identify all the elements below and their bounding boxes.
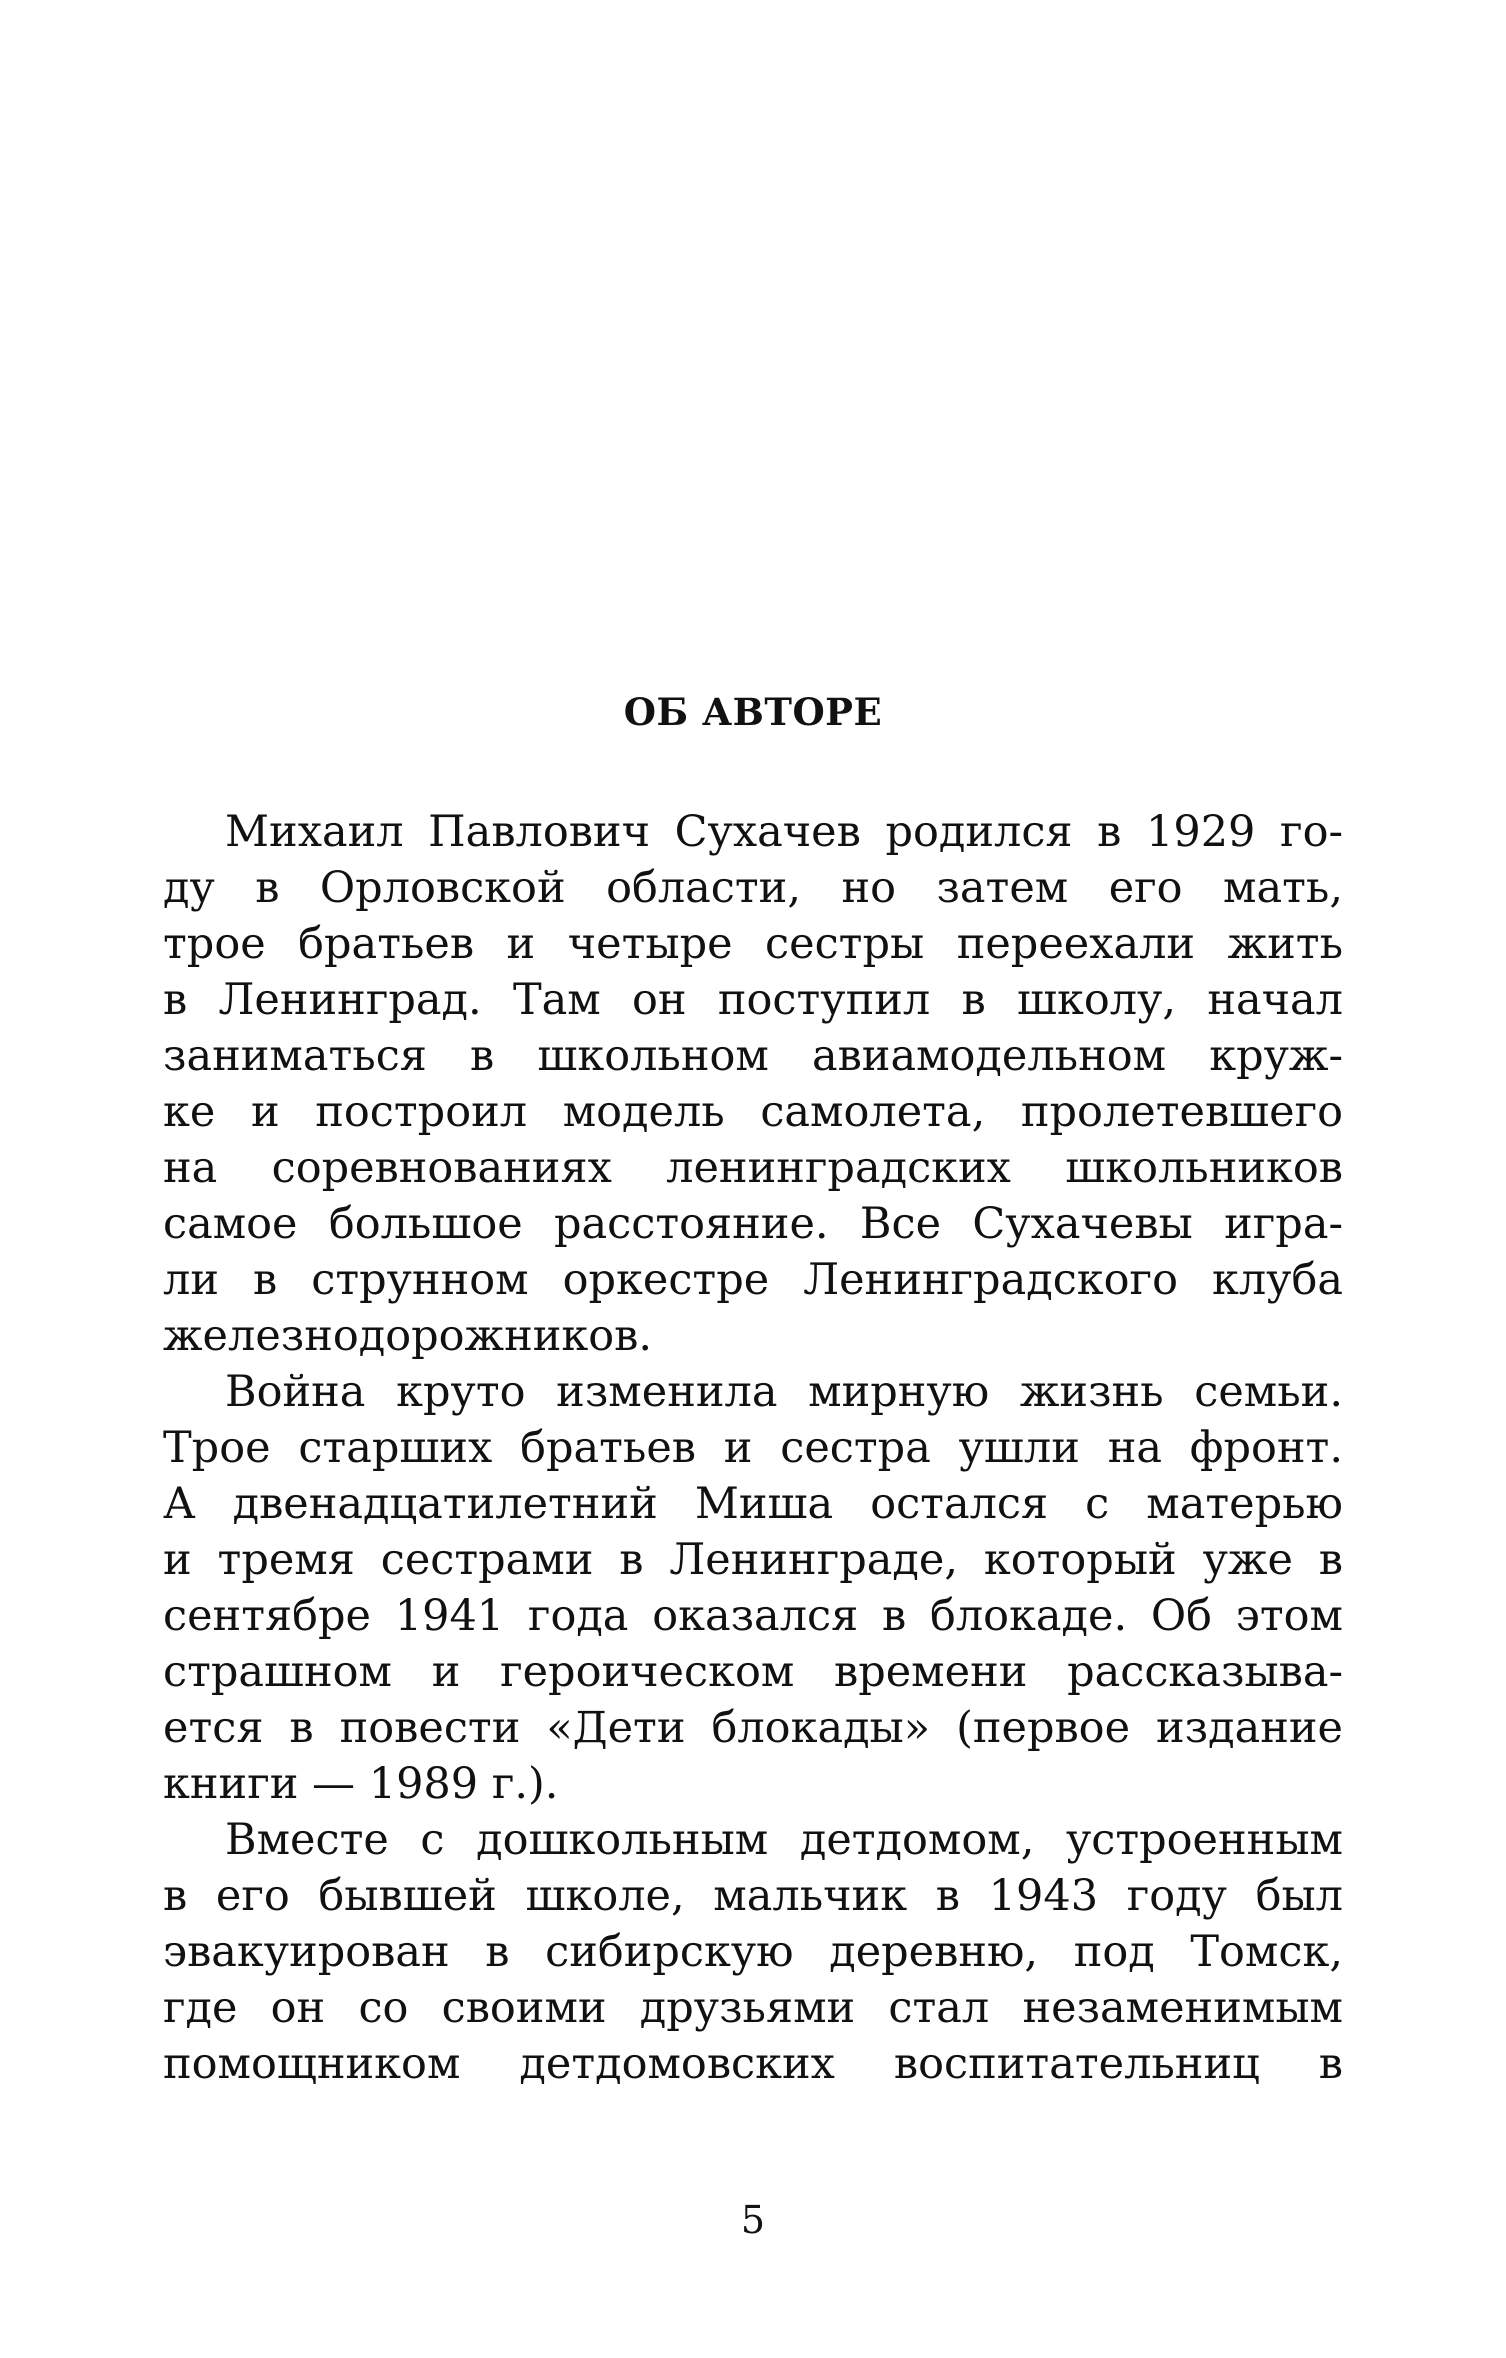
text-line: Вместе с дошкольным детдомом, устроенным <box>225 1815 1343 1865</box>
text-line: ется в повести «Дети блокады» (первое издание <box>163 1703 1343 1753</box>
section-heading: ОБ АВТОРЕ <box>623 690 883 734</box>
text-line: книги — 1989 г.). <box>163 1759 559 1809</box>
text-line: Михаил Павлович Сухачев родился в 1929 го- <box>225 807 1343 857</box>
text-line: заниматься в школьном авиамодельном круж- <box>163 1031 1343 1081</box>
text-line: в его бывшей школе, мальчик в 1943 году был <box>163 1871 1343 1921</box>
text-line: Трое старших братьев и сестра ушли на фронт. <box>163 1423 1343 1473</box>
page-number: 5 <box>740 2198 766 2242</box>
text-line: страшном и героическом времени рассказыва- <box>163 1647 1343 1697</box>
text-line: в Ленинград. Там он поступил в школу, начал <box>163 975 1343 1025</box>
body-text <box>163 804 1343 2092</box>
text-line: на соревнованиях ленинградских школьников <box>163 1143 1343 1193</box>
text-line: железнодорожников. <box>163 1311 653 1361</box>
text-line: ду в Орловской области, но затем его мать, <box>163 863 1343 913</box>
text-line: Война круто изменила мирную жизнь семьи. <box>225 1367 1343 1417</box>
text-line: и тремя сестрами в Ленинграде, который уже в <box>163 1535 1343 1585</box>
text-line: эвакуирован в сибирскую деревню, под Томск, <box>163 1927 1343 1977</box>
text-line: где он со своими друзьями стал незаменимым <box>163 1983 1343 2033</box>
text-line: ли в струнном оркестре Ленинградского клуба <box>163 1255 1343 1305</box>
text-line: сентябре 1941 года оказался в блокаде. Об этом <box>163 1591 1343 1641</box>
text-line: А двенадцатилетний Миша остался с матерью <box>163 1479 1343 1529</box>
text-line: помощником детдомовских воспитательниц в <box>163 2039 1343 2089</box>
text-line: самое большое расстояние. Все Сухачевы игра- <box>163 1199 1343 1249</box>
text-line: трое братьев и четыре сестры переехали жить <box>163 919 1343 969</box>
text-line: ке и построил модель самолета, пролетевшего <box>163 1087 1343 1137</box>
